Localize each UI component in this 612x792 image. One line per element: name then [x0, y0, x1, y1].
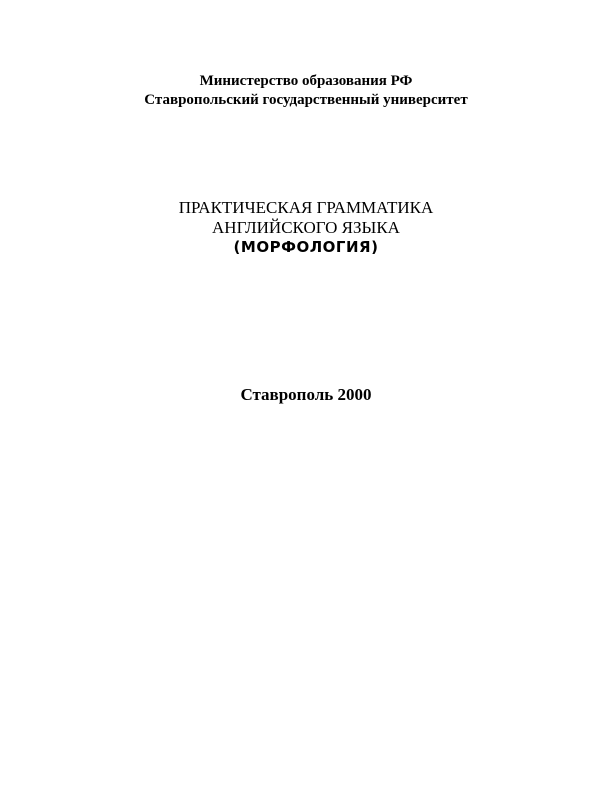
city-year: Ставрополь 2000: [240, 385, 372, 404]
ministry-heading: Министерство образования РФ: [199, 73, 413, 89]
title-line-1: ПРАКТИЧЕСКАЯ ГРАММАТИКА: [178, 198, 434, 217]
title-line-2: АНГЛИЙСКОГО ЯЗЫКА: [212, 218, 400, 237]
university-heading: Ставропольский государственный университет: [144, 92, 468, 108]
title-subtitle: (МОРФОЛОГИЯ): [233, 238, 379, 256]
